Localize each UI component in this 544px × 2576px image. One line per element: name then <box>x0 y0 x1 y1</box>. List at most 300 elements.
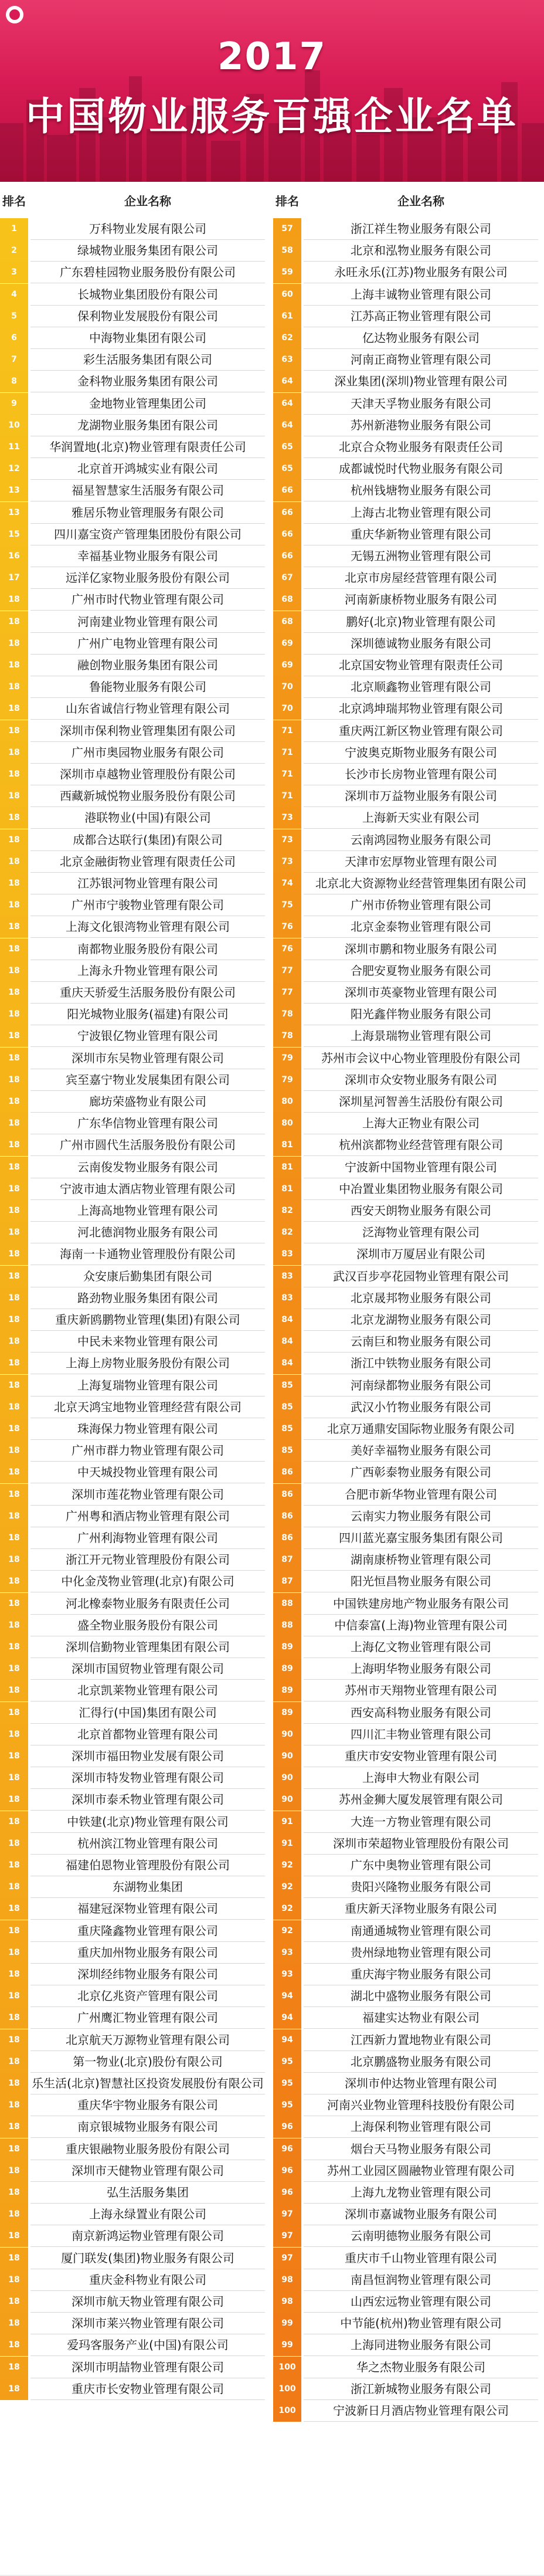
rank-badge: 78 <box>273 1004 301 1025</box>
table-row <box>0 2116 544 2138</box>
company-name: 广东中奥物业管理有限公司 <box>351 1858 491 1872</box>
table-row <box>0 240 544 262</box>
company-name: 北京合众物业服务有限责任公司 <box>339 440 503 454</box>
company-name: 西安高科物业服务有限公司 <box>351 1705 491 1720</box>
company-name: 盛全物业服务股份有限公司 <box>77 1618 218 1632</box>
rank-badge: 18 <box>0 982 28 1004</box>
company-name: 广州市侨物业管理有限公司 <box>351 898 491 913</box>
table-row <box>0 2094 544 2116</box>
table-row <box>0 218 544 240</box>
company-name: 深圳市莱兴物业管理有限公司 <box>72 2316 224 2331</box>
year-heading: 2017 <box>217 35 327 79</box>
rank-badge: 90 <box>273 1767 301 1789</box>
company-name: 上海新天实业有限公司 <box>362 811 480 825</box>
rank-badge: 6 <box>0 327 28 349</box>
company-name: 中节能(杭州)物业管理有限公司 <box>340 2316 502 2331</box>
company-name: 廊坊荣盛物业有限公司 <box>89 1094 206 1109</box>
table-row <box>0 415 544 436</box>
rank-badge: 18 <box>0 2029 28 2051</box>
company-name: 苏州工业园区圆融物业管理有限公司 <box>327 2163 515 2178</box>
company-name: 江苏银河物业管理有限公司 <box>77 876 218 890</box>
company-name: 泛海物业管理有限公司 <box>362 1225 480 1240</box>
company-name: 深圳市荣超物业管理股份有限公司 <box>333 1836 509 1850</box>
rank-badge: 18 <box>0 1549 28 1571</box>
rank-badge: 66 <box>273 480 301 501</box>
rank-badge: 18 <box>0 1615 28 1636</box>
rank-badge: 18 <box>0 2182 28 2204</box>
rank-badge: 18 <box>0 1506 28 1527</box>
rank-badge: 100 <box>273 2357 301 2378</box>
table-row <box>0 1724 544 1745</box>
rank-badge: 4 <box>0 284 28 306</box>
rank-badge: 18 <box>0 1222 28 1243</box>
company-name: 深圳市明喆物业管理有限公司 <box>72 2360 224 2374</box>
rank-badge: 89 <box>273 1636 301 1658</box>
table-row <box>0 2313 544 2334</box>
table-row <box>0 2357 544 2378</box>
company-name: 上海永绿置业有限公司 <box>89 2207 206 2222</box>
rank-badge: 18 <box>0 1397 28 1418</box>
company-name: 上海九龙物业管理有限公司 <box>351 2185 491 2199</box>
rank-badge: 18 <box>0 633 28 655</box>
company-name: 中天城投物业管理有限公司 <box>77 1465 218 1480</box>
table-row <box>0 1615 544 1636</box>
company-name: 上海申大物业有限公司 <box>362 1771 480 1785</box>
table-row <box>0 1222 544 1243</box>
rank-badge: 18 <box>0 851 28 873</box>
rank-badge: 18 <box>0 1593 28 1615</box>
rank-badge: 18 <box>0 1462 28 1483</box>
table-row <box>0 2138 544 2160</box>
rank-badge: 74 <box>273 873 301 894</box>
rank-badge: 96 <box>273 2160 301 2182</box>
rank-badge: 13 <box>0 502 28 524</box>
rank-badge: 18 <box>0 1658 28 1680</box>
company-name: 重庆加州物业服务有限公司 <box>77 1945 218 1960</box>
company-name: 广东华信物业管理有限公司 <box>77 1116 218 1131</box>
rank-badge: 71 <box>273 720 301 742</box>
rank-badge: 99 <box>273 2334 301 2356</box>
rank-badge: 73 <box>273 829 301 851</box>
company-name: 融创物业服务集团有限公司 <box>77 658 218 672</box>
table-row <box>0 1069 544 1091</box>
rank-badge: 18 <box>0 1440 28 1462</box>
rank-badge: 18 <box>0 2094 28 2116</box>
rank-badge: 18 <box>0 1243 28 1265</box>
table-row <box>0 633 544 655</box>
table-row <box>0 1855 544 1876</box>
rank-badge: 77 <box>273 960 301 982</box>
row-divider <box>304 2421 538 2422</box>
table-row <box>0 1593 544 1615</box>
company-name: 鲁能物业服务有限公司 <box>89 680 206 694</box>
company-name: 贵州绿地物业管理有限公司 <box>351 1945 491 1960</box>
company-name: 北京国安物业管理有限责任公司 <box>339 658 503 672</box>
table-row <box>0 1549 544 1571</box>
table-row <box>0 1157 544 1178</box>
rank-badge: 18 <box>0 1353 28 1374</box>
company-name: 宁波银亿物业管理有限公司 <box>77 1029 218 1043</box>
table-row <box>0 1462 544 1483</box>
rank-badge: 18 <box>0 1876 28 1898</box>
company-name: 重庆新鸥鹏物业管理(集团)有限公司 <box>55 1313 240 1327</box>
company-name: 浙江中铁物业服务有限公司 <box>351 1356 491 1371</box>
company-name: 山西宏远物业管理有限公司 <box>351 2294 491 2309</box>
rank-badge: 18 <box>0 2313 28 2334</box>
company-name: 中信泰富(上海)物业管理有限公司 <box>334 1618 508 1632</box>
rank-badge: 18 <box>0 2051 28 2073</box>
rank-badge: 92 <box>273 1920 301 1942</box>
rank-badge: 18 <box>0 1702 28 1724</box>
rank-badge: 18 <box>0 2225 28 2247</box>
table-row <box>0 1331 544 1353</box>
company-name: 众安康后勤集团有限公司 <box>83 1269 212 1283</box>
table-row <box>0 2182 544 2204</box>
table-row <box>0 2378 544 2400</box>
company-name: 阳光鑫伴物业服务有限公司 <box>351 1007 491 1022</box>
table-row <box>0 2400 544 2422</box>
table-row <box>0 1527 544 1549</box>
rank-badge: 100 <box>273 2400 301 2422</box>
rank-badge: 18 <box>0 1942 28 1964</box>
company-name: 上海永升物业管理有限公司 <box>77 963 218 978</box>
rank-badge: 18 <box>0 1767 28 1789</box>
company-name: 福建实达物业有限公司 <box>362 2011 480 2025</box>
company-name: 上海明华物业服务有限公司 <box>351 1662 491 1676</box>
company-name: 北京凯莱物业管理有限公司 <box>77 1683 218 1698</box>
rank-badge: 84 <box>273 1331 301 1353</box>
rank-badge: 95 <box>273 2073 301 2094</box>
table-row <box>0 1506 544 1527</box>
rank-badge: 18 <box>0 2248 28 2269</box>
rank-badge: 65 <box>273 458 301 480</box>
rank-badge: 18 <box>0 938 28 960</box>
table-row <box>0 327 544 349</box>
rank-badge: 18 <box>0 785 28 807</box>
company-name: 北京航天万源物业管理有限公司 <box>66 2032 230 2047</box>
rank-badge: 79 <box>273 1048 301 1069</box>
rank-badge: 18 <box>0 1048 28 1069</box>
company-name: 云南俊发物业服务有限公司 <box>77 1160 218 1174</box>
company-name: 龙湖物业服务集团有限公司 <box>77 418 218 432</box>
company-name: 重庆新天泽物业服务有限公司 <box>345 1902 497 1916</box>
company-name: 中海物业集团有限公司 <box>89 331 206 345</box>
company-name: 河南新康桥物业服务有限公司 <box>345 592 497 607</box>
company-name: 成都诚悦时代物业服务有限公司 <box>339 462 503 476</box>
company-name: 广州市时代物业管理有限公司 <box>72 592 224 607</box>
table-row <box>0 807 544 829</box>
rank-badge: 85 <box>273 1397 301 1418</box>
table-row <box>0 1702 544 1724</box>
rank-badge: 81 <box>273 1178 301 1200</box>
rank-badge: 80 <box>273 1113 301 1134</box>
company-name: 杭州滨都物业经营管理有限公司 <box>339 1138 503 1153</box>
company-name: 南昌恒润物业管理有限公司 <box>351 2272 491 2287</box>
company-name: 广东碧桂园物业服务股份有限公司 <box>60 265 236 280</box>
company-name: 重庆海宇物业服务有限公司 <box>351 1967 491 1981</box>
rank-badge: 18 <box>0 1636 28 1658</box>
rank-badge: 67 <box>273 567 301 589</box>
company-name: 合肥安夏物业服务有限公司 <box>351 963 491 978</box>
rank-badge: 68 <box>273 611 301 633</box>
rank-badge: 78 <box>273 1025 301 1047</box>
rank-badge: 17 <box>0 567 28 589</box>
company-name: 宁波新日月酒店物业管理有限公司 <box>333 2404 509 2418</box>
company-name: 上海同进物业服务有限公司 <box>351 2338 491 2353</box>
company-name: 武汉百步亭花园物业管理有限公司 <box>333 1269 509 1283</box>
rank-badge: 2 <box>0 240 28 262</box>
company-name: 上海文化银湾物业管理有限公司 <box>66 920 230 934</box>
company-name: 中铁建(北京)物业管理有限公司 <box>67 1814 229 1829</box>
rank-badge: 92 <box>273 1876 301 1898</box>
table-row <box>0 1876 544 1898</box>
table-row <box>0 1113 544 1134</box>
company-name: 上海保利物业管理有限公司 <box>351 2120 491 2134</box>
company-name: 雅居乐物业管理服务有限公司 <box>72 505 224 520</box>
company-name: 宾至嘉宁物业发展集团有限公司 <box>66 1072 230 1087</box>
company-name: 北京鹏盛物业服务有限公司 <box>351 2054 491 2069</box>
company-name: 亿达物业服务有限公司 <box>362 331 480 345</box>
rank-badge: 18 <box>0 2160 28 2182</box>
page-title: 中国物业服务百强企业名单 <box>26 94 518 139</box>
rank-badge: 83 <box>273 1266 301 1287</box>
company-name: 广州市宁骏物业管理有限公司 <box>72 898 224 913</box>
table-row <box>0 1964 544 1985</box>
table-row <box>0 1440 544 1462</box>
rank-badge: 82 <box>273 1200 301 1222</box>
company-name: 重庆金科物业有限公司 <box>89 2272 206 2287</box>
company-name: 浙江开元物业管理股份有限公司 <box>66 1553 230 1567</box>
rank-badge: 7 <box>0 349 28 371</box>
table-row <box>0 1920 544 1942</box>
table-row <box>0 567 544 589</box>
rank-badge: 97 <box>273 2204 301 2225</box>
rank-badge: 18 <box>0 1855 28 1876</box>
table-row <box>0 1833 544 1855</box>
table-row <box>0 655 544 676</box>
company-name: 深圳市航天物业管理有限公司 <box>72 2294 224 2309</box>
table-row <box>0 829 544 851</box>
table-row <box>0 1004 544 1025</box>
rank-badge: 57 <box>273 218 301 240</box>
rank-badge: 87 <box>273 1549 301 1571</box>
company-name: 河南绿都物业服务有限公司 <box>351 1378 491 1392</box>
right-name-header: 企业名称 <box>397 194 444 208</box>
rank-badge: 3 <box>0 262 28 283</box>
rank-badge: 18 <box>0 1527 28 1549</box>
table-row <box>0 764 544 785</box>
rank-badge: 84 <box>273 1309 301 1331</box>
rank-badge: 79 <box>273 1069 301 1091</box>
company-name: 湖南康桥物业管理有限公司 <box>351 1553 491 1567</box>
rank-badge: 18 <box>0 2204 28 2225</box>
rank-badge: 100 <box>273 2378 301 2400</box>
rank-badge: 90 <box>273 1724 301 1745</box>
company-name: 河南兴业物业管理科技股份有限公司 <box>327 2098 515 2113</box>
company-name: 重庆市千山物业管理有限公司 <box>345 2250 497 2265</box>
table-row <box>0 2160 544 2182</box>
table-row <box>0 720 544 742</box>
rank-badge: 18 <box>0 655 28 676</box>
table-row <box>0 1287 544 1309</box>
table-row <box>0 1134 544 1156</box>
rank-badge: 75 <box>273 894 301 916</box>
rank-badge: 18 <box>0 873 28 894</box>
rank-badge: 18 <box>0 589 28 611</box>
table-row <box>0 1745 544 1767</box>
rank-badge: 18 <box>0 1178 28 1200</box>
company-name: 上海亿文物业管理有限公司 <box>351 1640 491 1654</box>
rank-badge: 73 <box>273 807 301 829</box>
rank-badge: 86 <box>273 1527 301 1549</box>
company-name: 河北橡泰物业服务有限责任公司 <box>66 1596 230 1611</box>
rank-badge: 93 <box>273 1942 301 1964</box>
company-name: 重庆两江新区物业管理有限公司 <box>339 723 503 738</box>
rank-badge: 18 <box>0 720 28 742</box>
company-name: 上海大正物业有限公司 <box>362 1116 480 1131</box>
company-name: 美好幸福物业服务有限公司 <box>351 1443 491 1458</box>
rank-badge: 83 <box>273 1243 301 1265</box>
company-name: 深圳市仲达物业管理有限公司 <box>345 2076 497 2090</box>
company-name: 乐生活(北京)智慧社区投资发展股份有限公司 <box>32 2076 264 2090</box>
company-name: 河北德润物业服务有限公司 <box>77 1225 218 1240</box>
company-name: 上海高地物业管理有限公司 <box>77 1204 218 1218</box>
company-name: 北京万通鼎安国际物业服务有限公司 <box>327 1422 515 1436</box>
table-row <box>0 545 544 567</box>
table-row <box>0 1811 544 1833</box>
company-name: 北京鸿坤瑞邦物业管理有限公司 <box>339 701 503 716</box>
rank-badge: 16 <box>0 545 28 567</box>
rank-badge: 66 <box>273 524 301 545</box>
company-name: 深圳市英豪物业管理有限公司 <box>345 985 497 999</box>
company-name: 上海上房物业服务股份有限公司 <box>66 1356 230 1371</box>
table-row <box>0 894 544 916</box>
table-row <box>0 611 544 633</box>
company-name: 深圳市鹏和物业服务有限公司 <box>345 941 497 956</box>
rank-badge: 18 <box>0 960 28 982</box>
company-name: 东湖物业集团 <box>113 1880 183 1894</box>
rank-badge: 18 <box>0 1200 28 1222</box>
company-name: 北京顺鑫物业管理有限公司 <box>351 680 491 694</box>
table-row <box>0 2029 544 2051</box>
company-name: 北京天鸿宝地物业管理经营有限公司 <box>54 1399 242 1414</box>
company-name: 广西彰泰物业服务有限公司 <box>351 1465 491 1480</box>
table-row <box>0 1091 544 1113</box>
rank-badge: 69 <box>273 633 301 655</box>
table-row <box>0 1309 544 1331</box>
table-row <box>0 1243 544 1265</box>
rank-badge: 18 <box>0 807 28 829</box>
company-name: 保利物业发展股份有限公司 <box>77 309 218 323</box>
company-name: 浙江新城物业服务有限公司 <box>351 2381 491 2396</box>
company-name: 南京新鸿运物业管理有限公司 <box>72 2229 224 2243</box>
company-name: 幸福基业物业服务有限公司 <box>77 549 218 563</box>
rank-badge: 73 <box>273 851 301 873</box>
rank-badge: 18 <box>0 1331 28 1353</box>
company-name: 深圳市东吴物业管理有限公司 <box>72 1050 224 1065</box>
company-name: 四川嘉宝资产管理集团股份有限公司 <box>54 527 242 541</box>
company-name: 苏州市会议中心物业管理股份有限公司 <box>321 1050 521 1065</box>
rank-badge: 18 <box>0 1025 28 1047</box>
company-name: 北京金泰物业管理有限公司 <box>351 920 491 934</box>
company-name: 重庆市长安物业管理有限公司 <box>72 2381 224 2396</box>
rank-badge: 18 <box>0 1418 28 1440</box>
company-name: 深圳德诚物业服务有限公司 <box>351 636 491 650</box>
rank-badge: 84 <box>273 1353 301 1374</box>
rank-badge: 88 <box>273 1615 301 1636</box>
rank-badge: 18 <box>0 1964 28 1985</box>
company-name: 苏州市天翔物业管理有限公司 <box>345 1683 497 1698</box>
company-name: 湖北中盛物业服务有限公司 <box>351 1989 491 2004</box>
table-row <box>0 1658 544 1680</box>
rank-badge: 88 <box>273 1593 301 1615</box>
table-row <box>0 2073 544 2094</box>
table-row <box>0 1266 544 1287</box>
table-row <box>0 2204 544 2225</box>
company-name: 宁波市迪太酒店物业管理有限公司 <box>60 1181 236 1196</box>
table-row <box>0 306 544 327</box>
company-name: 重庆市安安物业管理有限公司 <box>345 1749 497 1763</box>
rank-badge: 18 <box>0 1069 28 1091</box>
company-name: 天津市宏厚物业管理有限公司 <box>345 854 497 869</box>
company-name: 长城物业集团股份有限公司 <box>77 287 218 301</box>
rank-badge: 63 <box>273 349 301 371</box>
company-name: 四川汇丰物业管理有限公司 <box>351 1727 491 1741</box>
rank-badge: 18 <box>0 1134 28 1156</box>
company-name: 上海古北物业管理有限公司 <box>351 505 491 520</box>
table-row <box>0 349 544 371</box>
rank-badge: 11 <box>0 436 28 458</box>
rank-badge: 18 <box>0 1309 28 1331</box>
rank-badge: 95 <box>273 2051 301 2073</box>
company-name: 远洋亿家物业服务股份有限公司 <box>66 571 230 585</box>
rank-badge: 18 <box>0 2334 28 2356</box>
rank-badge: 18 <box>0 2357 28 2378</box>
rank-badge: 5 <box>0 306 28 327</box>
table-row <box>0 371 544 392</box>
company-name: 深圳市天健物业管理有限公司 <box>72 2163 224 2178</box>
rank-badge: 18 <box>0 742 28 764</box>
company-name: 北京和泓物业服务有限公司 <box>351 243 491 258</box>
rank-badge: 71 <box>273 764 301 785</box>
rank-badge: 76 <box>273 938 301 960</box>
rank-badge: 93 <box>273 1964 301 1985</box>
company-name: 广州市圆代生活服务股份有限公司 <box>60 1138 236 1153</box>
rank-badge: 94 <box>273 1985 301 2007</box>
rank-badge: 90 <box>273 1745 301 1767</box>
rank-badge: 76 <box>273 916 301 938</box>
rank-badge: 1 <box>0 218 28 240</box>
rank-badge: 18 <box>0 1484 28 1506</box>
company-name: 长沙市长房物业管理有限公司 <box>345 767 497 781</box>
company-name: 大连一方物业管理有限公司 <box>351 1814 491 1829</box>
company-name: 浙江祥生物业服务有限公司 <box>351 222 491 236</box>
company-name: 深圳市特发物业管理有限公司 <box>72 1771 224 1785</box>
rank-badge: 64 <box>273 415 301 436</box>
company-name: 第一物业(北京)股份有限公司 <box>73 2054 223 2069</box>
rank-badge: 18 <box>0 676 28 698</box>
table-row <box>0 393 544 415</box>
company-name: 苏州金狮大厦发展管理有限公司 <box>339 1792 503 1807</box>
rank-badge: 18 <box>0 1375 28 1397</box>
company-name: 北京亿兆资产管理有限公司 <box>77 1989 218 2004</box>
company-name: 阳光恒昌物业服务有限公司 <box>351 1574 491 1589</box>
table-row <box>0 1025 544 1047</box>
company-name: 爱玛客服务产业(中国)有限公司 <box>67 2338 229 2353</box>
company-name: 成都合达联行(集团)有限公司 <box>73 832 223 847</box>
company-name: 重庆银融物业服务股份有限公司 <box>66 2141 230 2156</box>
company-name: 广州市奥园物业服务有限公司 <box>72 745 224 760</box>
